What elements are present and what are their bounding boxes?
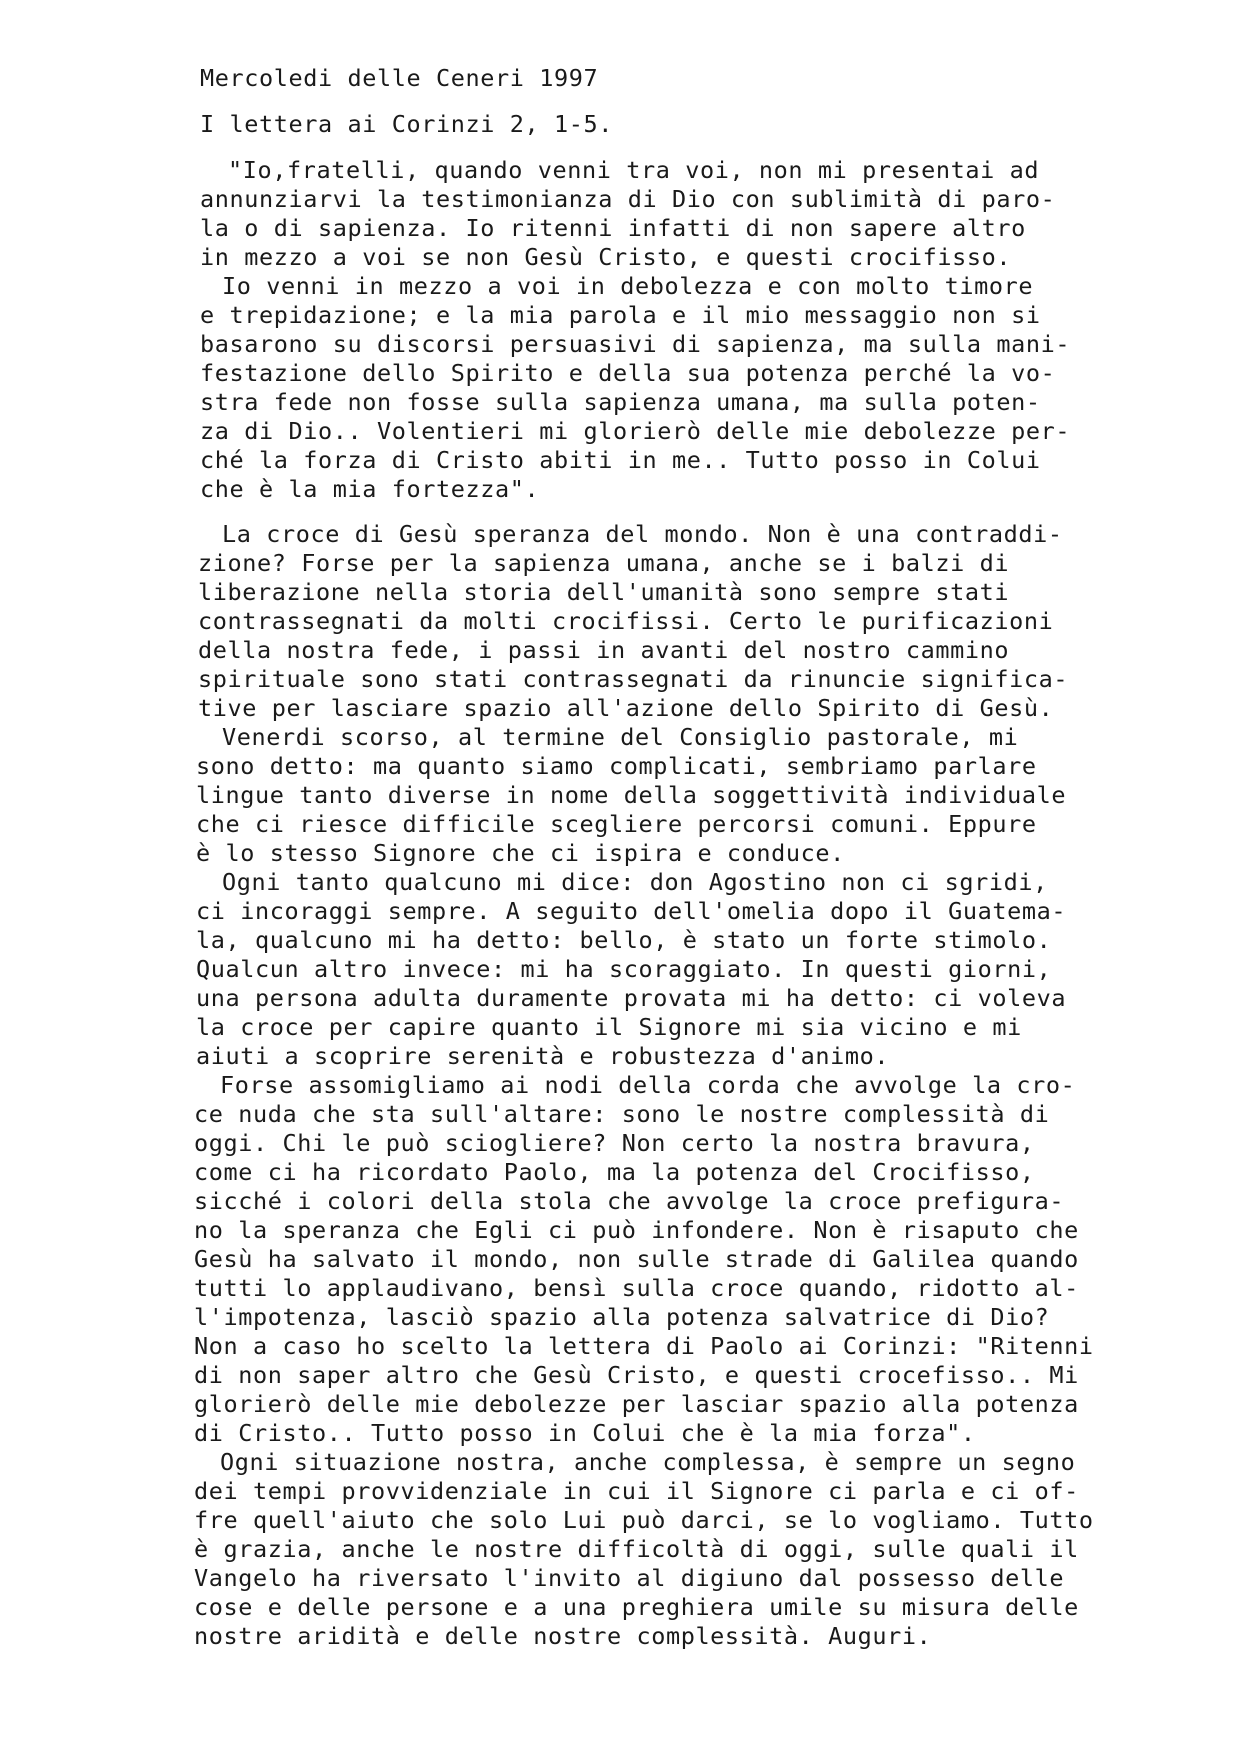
- quote-line: che è la mia fortezza".: [200, 475, 540, 503]
- body-line: glorierò delle mie debolezze per lasciar spazio alla potenza: [194, 1390, 1079, 1418]
- quote-line: festazione dello Spirito e della sua potenza perché la vo-: [200, 359, 1056, 387]
- body-line: di non saper altro che Gesù Cristo, e questi crocefisso.. Mi: [194, 1361, 1079, 1389]
- body-line: della nostra fede, i passi in avanti del nostro cammino: [198, 636, 1010, 664]
- body-line: Vangelo ha riversato l'invito al digiuno dal possesso delle: [194, 1564, 1065, 1592]
- quote-line: stra fede non fosse sulla sapienza umana, ma sulla poten-: [200, 388, 1041, 416]
- body-line: come ci ha ricordato Paolo, ma la potenza del Crocifisso,: [194, 1158, 1035, 1186]
- body-line: oggi. Chi le può sciogliere? Non certo la nostra bravura,: [194, 1129, 1035, 1157]
- body-line: una persona adulta duramente provata mi ha detto: ci voleva: [196, 984, 1067, 1012]
- body-line: dei tempi provvidenziale in cui il Signore ci parla e ci of-: [194, 1477, 1079, 1505]
- quote-line: Io venni in mezzo a voi in debolezza e con molto timore: [222, 272, 1034, 300]
- body-line: nostre aridità e delle nostre complessità. Auguri.: [194, 1622, 932, 1650]
- quote-line: ché la forza di Cristo abiti in me.. Tutto posso in Colui: [200, 446, 1041, 474]
- body-line: ci incoraggi sempre. A seguito dell'omelia dopo il Guatema-: [196, 897, 1067, 925]
- body-line: aiuti a scoprire serenità e robustezza d'animo.: [196, 1042, 890, 1070]
- quote-line: la o di sapienza. Io ritenni infatti di non sapere altro: [200, 214, 1026, 242]
- body-line: ce nuda che sta sull'altare: sono le nostre complessità di: [194, 1100, 1050, 1128]
- quote-line: annunziarvi la testimonianza di Dio con sublimità di paro-: [200, 185, 1056, 213]
- quote-line: e trepidazione; e la mia parola e il mio messaggio non si: [200, 301, 1041, 329]
- body-line: Venerdi scorso, al termine del Consiglio pastorale, mi: [222, 723, 1019, 751]
- body-line: sono detto: ma quanto siamo complicati, sembriamo parlare: [196, 752, 1037, 780]
- body-line: sicché i colori della stola che avvolge la croce prefigura-: [194, 1187, 1065, 1215]
- quote-line: basarono su discorsi persuasivi di sapienza, ma sulla mani-: [200, 330, 1071, 358]
- body-line: fre quell'aiuto che solo Lui può darci, se lo vogliamo. Tutto: [194, 1506, 1094, 1534]
- body-line: lingue tanto diverse in nome della soggettività individuale: [196, 781, 1067, 809]
- body-line: Forse assomigliamo ai nodi della corda che avvolge la cro-: [220, 1071, 1076, 1099]
- scripture-reference: I lettera ai Corinzi 2, 1-5.: [200, 110, 613, 138]
- quote-line: "Io,fratelli, quando venni tra voi, non mi presentai ad: [228, 156, 1040, 184]
- body-line: la, qualcuno mi ha detto: bello, è stato un forte stimolo.: [196, 926, 1052, 954]
- body-line: Non a caso ho scelto la lettera di Paolo ai Corinzi: "Ritenni: [194, 1332, 1094, 1360]
- body-line: tutti lo applaudivano, bensì sulla croce quando, ridotto al-: [194, 1274, 1079, 1302]
- body-line: Ogni tanto qualcuno mi dice: don Agostino non ci sgridi,: [222, 868, 1048, 896]
- body-line: di Cristo.. Tutto posso in Colui che è la mia forza".: [194, 1419, 976, 1447]
- body-line: Ogni situazione nostra, anche complessa, è sempre un segno: [220, 1448, 1076, 1476]
- body-line: tive per lasciare spazio all'azione dello Spirito di Gesù.: [198, 694, 1054, 722]
- body-line: l'impotenza, lasciò spazio alla potenza salvatrice di Dio?: [194, 1303, 1050, 1331]
- body-line: che ci riesce difficile scegliere percorsi comuni. Eppure: [196, 810, 1037, 838]
- body-line: contrassegnati da molti crocifissi. Certo le purificazioni: [198, 607, 1054, 635]
- quote-line: za di Dio.. Volentieri mi glorierò delle mie debolezze per-: [200, 417, 1071, 445]
- body-line: cose e delle persone e a una preghiera umile su misura delle: [194, 1593, 1079, 1621]
- body-line: no la speranza che Egli ci può infondere. Non è risaputo che: [194, 1216, 1079, 1244]
- body-line: spirituale sono stati contrassegnati da rinuncie significa-: [198, 665, 1069, 693]
- quote-line: in mezzo a voi se non Gesù Cristo, e questi crocifisso.: [200, 243, 1012, 271]
- date-heading: Mercoledi delle Ceneri 1997: [200, 64, 599, 92]
- body-line: è grazia, anche le nostre difficoltà di oggi, sulle quali il: [194, 1535, 1079, 1563]
- body-line: è lo stesso Signore che ci ispira e conduce.: [196, 839, 845, 867]
- body-line: Gesù ha salvato il mondo, non sulle strade di Galilea quando: [194, 1245, 1079, 1273]
- body-line: liberazione nella storia dell'umanità sono sempre stati: [198, 578, 1010, 606]
- body-line: Qualcun altro invece: mi ha scoraggiato. In questi giorni,: [196, 955, 1052, 983]
- body-line: La croce di Gesù speranza del mondo. Non è una contraddi-: [222, 520, 1063, 548]
- body-line: zione? Forse per la sapienza umana, anche se i balzi di: [198, 549, 1010, 577]
- body-line: la croce per capire quanto il Signore mi sia vicino e mi: [196, 1013, 1022, 1041]
